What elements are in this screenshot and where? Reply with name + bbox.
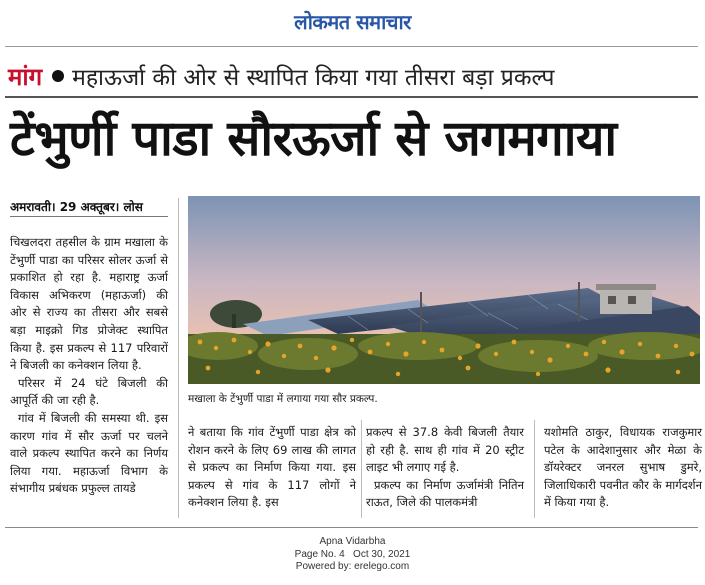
column-divider bbox=[534, 420, 535, 518]
paragraph: परिसर में 24 घंटे बिजली की आपूर्ति की जा रही है. bbox=[10, 375, 168, 408]
dateline: अमरावती। 29 अक्तूबर। लोस bbox=[10, 200, 143, 214]
paragraph: यशोमति ठाकुर, विधायक राजकुमार पटेल के आदेशानुसार और मेळा के डॉयरेक्टर जनरल सुभाष डुमरे, जिलाधिकारी पवनीत कौर के मार्गदर्शन में किया गया है. bbox=[544, 425, 702, 510]
paragraph: गांव में बिजली की समस्या थी. इस कारण गांव में सौर ऊर्जा पर चलने वाले प्रकल्प स्थापित करने का निर्णय लिया गया. महाऊर्जा विभाग के संभागीय प्रबंधक प्रफुल्ल तायडे bbox=[10, 410, 168, 496]
headline: टेंभुर्णी पाडा सौरऊर्जा से जगमगाया bbox=[10, 110, 617, 167]
newspaper-masthead: लोकमत समाचार bbox=[294, 10, 411, 34]
kicker-line bbox=[8, 58, 698, 94]
powered-by: Powered by: erelego.com bbox=[295, 561, 410, 572]
footer-divider bbox=[5, 527, 698, 528]
article-column-2 bbox=[188, 424, 356, 512]
photo-caption: मखाला के टेंभुर्णी पाडा में लगाया गया सौर प्रकल्प. bbox=[188, 393, 378, 405]
paragraph: प्रकल्प से 37.8 केवी बिजली तैयार हो रही है. साथ ही गांव में 20 स्ट्रीट लाइट भी लगाए गई है. bbox=[366, 425, 524, 475]
kicker-divider bbox=[5, 96, 698, 98]
column-divider bbox=[361, 420, 362, 518]
page-date: Page No. 4 Oct 30, 2021 bbox=[294, 548, 411, 560]
bullet-icon bbox=[52, 70, 64, 82]
masthead-divider bbox=[5, 46, 698, 47]
article-column-4 bbox=[544, 424, 702, 512]
kicker-tag: मांग bbox=[8, 62, 43, 91]
column-divider bbox=[178, 198, 179, 518]
solar-plant-image bbox=[188, 196, 700, 384]
article-column-1 bbox=[10, 234, 168, 498]
article-column-3 bbox=[366, 424, 524, 512]
paragraph: ने बताया कि गांव टेंभुर्णी पाडा क्षेत्र को रोशन करने के लिए 69 लाख की लागत से प्रकल्प का निर्माण किया गया. इस प्रकल्प से गांव के 117 लोगों ने कनेक्शन लिया है. इस bbox=[188, 425, 356, 510]
kicker-text: महाऊर्जा की ओर से स्थापित किया गया तीसरा बड़ा प्रकल्प bbox=[72, 65, 555, 91]
solar-plant-photo bbox=[188, 196, 700, 384]
edition-name: Apna Vidarbha bbox=[319, 536, 386, 547]
dateline-divider bbox=[10, 216, 168, 217]
paragraph: चिखलदरा तहसील के ग्राम मखाला के टेंभुर्णी पाडा का परिसर सोलर ऊर्जा से प्रकाशित हो रहा है. महाराष्ट्र ऊर्जा विकास अभिकरण (महाऊर्जा) की ओर से राज्य का तीसरा और सबसे बड़ा माइक्रो गिड प्रोजेक्ट स्थापित किया है. इस प्रकल्प से 117 परिवारों ने बिजली का कनेक्शन लिया है. bbox=[10, 235, 168, 373]
paragraph: प्रकल्प का निर्माण ऊर्जामंत्री नितिन राऊत, जिले की पालकमंत्री bbox=[366, 477, 524, 510]
page-footer bbox=[0, 536, 705, 574]
